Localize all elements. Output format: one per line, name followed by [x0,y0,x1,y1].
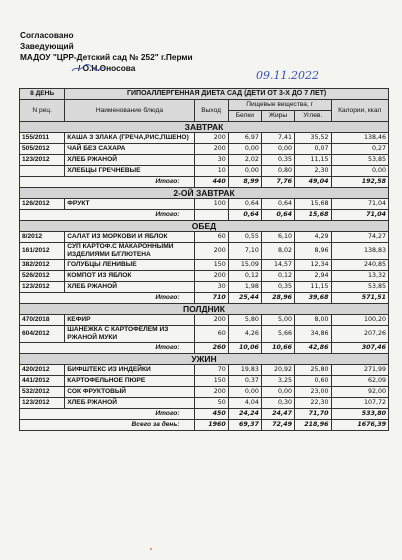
calories-value: 74,27 [331,232,389,243]
recipe-code: 161/2012 [20,243,65,260]
carbs-value: 0,07 [295,144,331,155]
carbs-value: 11,15 [295,282,331,293]
carbs-value: 15,68 [295,199,331,210]
column-dish-name: Наименование блюда [65,100,194,122]
total-protein: 25,44 [228,293,261,304]
grand-total-calories: 1676,39 [331,420,389,431]
output-value: 200 [194,243,228,260]
total-fat: 0,64 [261,210,294,221]
column-recipe-no: N рец. [20,100,65,122]
column-nutrients: Пищевые вещества, г [228,100,331,111]
section-total-row [20,409,389,420]
dish-name: КАША З ЗЛАКА (ГРЕЧА,РИС,ПШЕНО) [65,133,194,144]
output-value: 200 [194,133,228,144]
total-protein: 10,06 [228,343,261,354]
output-value: 30 [194,282,228,293]
carbs-value: 0,60 [295,376,331,387]
fat-value: 3,25 [261,376,294,387]
dish-name: БИФШТЕКС ИЗ ИНДЕЙКИ [65,365,194,376]
approval-title: Согласовано [20,30,74,40]
protein-value: 0,12 [228,271,261,282]
protein-value: 2,02 [228,155,261,166]
table-row [20,315,389,326]
total-calories: 192,58 [331,177,389,188]
total-protein: 24,24 [228,409,261,420]
protein-value: 4,26 [228,326,261,343]
total-label: Итого: [20,210,195,221]
protein-value: 6,97 [228,133,261,144]
column-output: Выход [194,100,228,122]
fat-value: 20,92 [261,365,294,376]
recipe-code: 123/2012 [20,398,65,409]
total-fat: 10,66 [261,343,294,354]
output-value: 200 [194,144,228,155]
table-row [20,166,389,177]
column-calories: Калории, ккал [331,100,389,122]
dish-name: ХЛЕБЦЫ ГРЕЧНЕВЫЕ [65,166,194,177]
approval-position: Заведующий [20,41,74,51]
carbs-value: 8,00 [295,315,331,326]
protein-value: 19,83 [228,365,261,376]
carbs-value: 25,80 [295,365,331,376]
carbs-value: 12,34 [295,260,331,271]
total-fat: 7,76 [261,177,294,188]
grand-total-row [20,420,389,431]
section-header-row [20,122,389,133]
protein-value: 0,55 [228,232,261,243]
output-value: 60 [194,326,228,343]
output-value: 100 [194,199,228,210]
section-title: ОБЕД [20,221,389,232]
recipe-code: 420/2012 [20,365,65,376]
recipe-code: 505/2012 [20,144,65,155]
recipe-code: 123/2012 [20,282,65,293]
calories-value: 138,46 [331,133,389,144]
fat-value: 0,64 [261,199,294,210]
table-row [20,326,389,343]
dish-name: КАРТОФЕЛЬНОЕ ПЮРЕ [65,376,194,387]
calories-value: 13,32 [331,271,389,282]
calories-value: 92,00 [331,387,389,398]
fat-value: 0,80 [261,166,294,177]
grand-total-protein: 69,37 [228,420,261,431]
recipe-code: 382/2012 [20,260,65,271]
calories-value: 0,00 [331,166,389,177]
fat-value: 0,00 [261,387,294,398]
recipe-code: 470/2018 [20,315,65,326]
total-protein: 8,99 [228,177,261,188]
calories-value: 100,20 [331,315,389,326]
calories-value: 0,27 [331,144,389,155]
protein-value: 0,64 [228,199,261,210]
table-row [20,387,389,398]
output-value: 200 [194,271,228,282]
carbs-value: 8,96 [295,243,331,260]
total-carbs: 71,70 [295,409,331,420]
table-row [20,365,389,376]
section-title: ЗАВТРАК [20,122,389,133]
carbs-value: 11,15 [295,155,331,166]
protein-value: 7,10 [228,243,261,260]
total-carbs: 15,68 [295,210,331,221]
total-output: 440 [194,177,228,188]
total-label: Итого: [20,177,195,188]
carbs-value: 4,29 [295,232,331,243]
table-row [20,133,389,144]
fat-value: 0,35 [261,155,294,166]
section-title: 2-ОЙ ЗАВТРАК [20,188,389,199]
total-label: Итого: [20,293,195,304]
fat-value: 6,10 [261,232,294,243]
calories-value: 271,99 [331,365,389,376]
fat-value: 0,35 [261,282,294,293]
calories-value: 138,83 [331,243,389,260]
total-label: Итого: [20,343,195,354]
dish-name: ХЛЕБ РЖАНОЙ [65,155,194,166]
diet-title: ГИПОАЛЛЕРГЕННАЯ ДИЕТА САД (ДЕТИ ОТ 3-Х ДО 7 ЛЕТ) [65,89,389,100]
protein-value: 5,80 [228,315,261,326]
total-calories: 533,80 [331,409,389,420]
protein-value: 1,98 [228,282,261,293]
table-row [20,243,389,260]
fat-value: 5,66 [261,326,294,343]
dish-name: ХЛЕБ РЖАНОЙ [65,398,194,409]
total-output: 260 [194,343,228,354]
protein-value: 0,00 [228,387,261,398]
output-value: 60 [194,232,228,243]
output-value: 150 [194,376,228,387]
recipe-code: 155/2011 [20,133,65,144]
total-protein: 0,64 [228,210,261,221]
table-row [20,199,389,210]
table-header-row-day [20,89,389,100]
grand-total-output: 1960 [194,420,228,431]
section-header-row [20,221,389,232]
calories-value: 240,85 [331,260,389,271]
total-carbs: 39,68 [295,293,331,304]
table-row [20,376,389,387]
recipe-code: 604/2012 [20,326,65,343]
fat-value: 0,12 [261,271,294,282]
fat-value: 5,00 [261,315,294,326]
table-row [20,271,389,282]
menu-table [19,88,389,431]
dish-name: СОК ФРУКТОВЫЙ [65,387,194,398]
dish-name: ЧАЙ БЕЗ САХАРА [65,144,194,155]
total-fat: 24,47 [261,409,294,420]
table-row [20,144,389,155]
recipe-code: 126/2012 [20,199,65,210]
fat-value: 14,57 [261,260,294,271]
carbs-value: 34,86 [295,326,331,343]
protein-value: 0,37 [228,376,261,387]
recipe-code: 8/2012 [20,232,65,243]
approval-organization: МАДОУ "ЦРР-Детский сад № 252" г.Перми [20,52,193,62]
total-output: 450 [194,409,228,420]
approval-block [20,30,193,74]
protein-value: 0,00 [228,166,261,177]
dish-name: ГОЛУБЦЫ ЛЕНИВЫЕ [65,260,194,271]
section-total-row [20,210,389,221]
output-value: 50 [194,398,228,409]
day-label: 8 ДЕНЬ [20,89,65,100]
output-value: 200 [194,315,228,326]
fat-value: 8,02 [261,243,294,260]
column-fat: Жиры [261,111,294,122]
table-row [20,398,389,409]
column-protein: Белки [228,111,261,122]
calories-value: 107,72 [331,398,389,409]
output-value: 10 [194,166,228,177]
recipe-code: 441/2012 [20,376,65,387]
recipe-code: 532/2012 [20,387,65,398]
total-carbs: 49,04 [295,177,331,188]
protein-value: 4,04 [228,398,261,409]
carbs-value: 22,30 [295,398,331,409]
total-fat: 28,96 [261,293,294,304]
carbs-value: 35,52 [295,133,331,144]
carbs-value: 23,00 [295,387,331,398]
section-header-row [20,354,389,365]
section-header-row [20,188,389,199]
dish-name: КОМПОТ ИЗ ЯБЛОК [65,271,194,282]
calories-value: 53,85 [331,282,389,293]
section-header-row [20,304,389,315]
calories-value: 62,09 [331,376,389,387]
dish-name: ШАНЕЖКА С КАРТОФЕЛЕМ ИЗ РЖАНОЙ МУКИ [65,326,194,343]
grand-total-fat: 72,49 [261,420,294,431]
dish-name: ХЛЕБ РЖАНОЙ [65,282,194,293]
calories-value: 53,85 [331,155,389,166]
dish-name: КЕФИР [65,315,194,326]
output-value: 150 [194,260,228,271]
total-calories: 571,51 [331,293,389,304]
table-row [20,282,389,293]
table-header-row-columns [20,100,389,111]
output-value: 200 [194,387,228,398]
calories-value: 207,26 [331,326,389,343]
carbs-value: 2,94 [295,271,331,282]
handwritten-date: 09.11.2022 [256,69,319,82]
dish-name: СУП КАРТОФ.С МАКАРОННЫМИ ИЗДЕЛИЯМИ Б/ГЛЮТЕНА [65,243,194,260]
section-total-row [20,293,389,304]
red-dot-mark [150,548,152,550]
protein-value: 0,00 [228,144,261,155]
section-title: ПОЛДНИК [20,304,389,315]
total-calories: 307,46 [331,343,389,354]
table-row [20,155,389,166]
fat-value: 0,00 [261,144,294,155]
total-output: 710 [194,293,228,304]
total-output [194,210,228,221]
dish-name: САЛАТ ИЗ МОРКОВИ И ЯБЛОК [65,232,194,243]
total-label: Итого: [20,409,195,420]
output-value: 70 [194,365,228,376]
grand-total-carbs: 218,96 [295,420,331,431]
fat-value: 7,41 [261,133,294,144]
recipe-code [20,166,65,177]
output-value: 30 [194,155,228,166]
grand-total-label: Всего за день: [20,420,195,431]
protein-value: 15,09 [228,260,261,271]
recipe-code: 526/2012 [20,271,65,282]
recipe-code: 123/2012 [20,155,65,166]
section-title: УЖИН [20,354,389,365]
total-calories: 71,04 [331,210,389,221]
section-total-row [20,177,389,188]
column-carbs: Углев. [295,111,331,122]
table-row [20,232,389,243]
total-carbs: 42,86 [295,343,331,354]
calories-value: 71,04 [331,199,389,210]
section-total-row [20,343,389,354]
table-row [20,260,389,271]
carbs-value: 2,30 [295,166,331,177]
approval-signatory: / О.Н.Оносова [78,63,136,73]
dish-name: ФРУКТ [65,199,194,210]
handwritten-signature [70,63,106,73]
fat-value: 0,30 [261,398,294,409]
